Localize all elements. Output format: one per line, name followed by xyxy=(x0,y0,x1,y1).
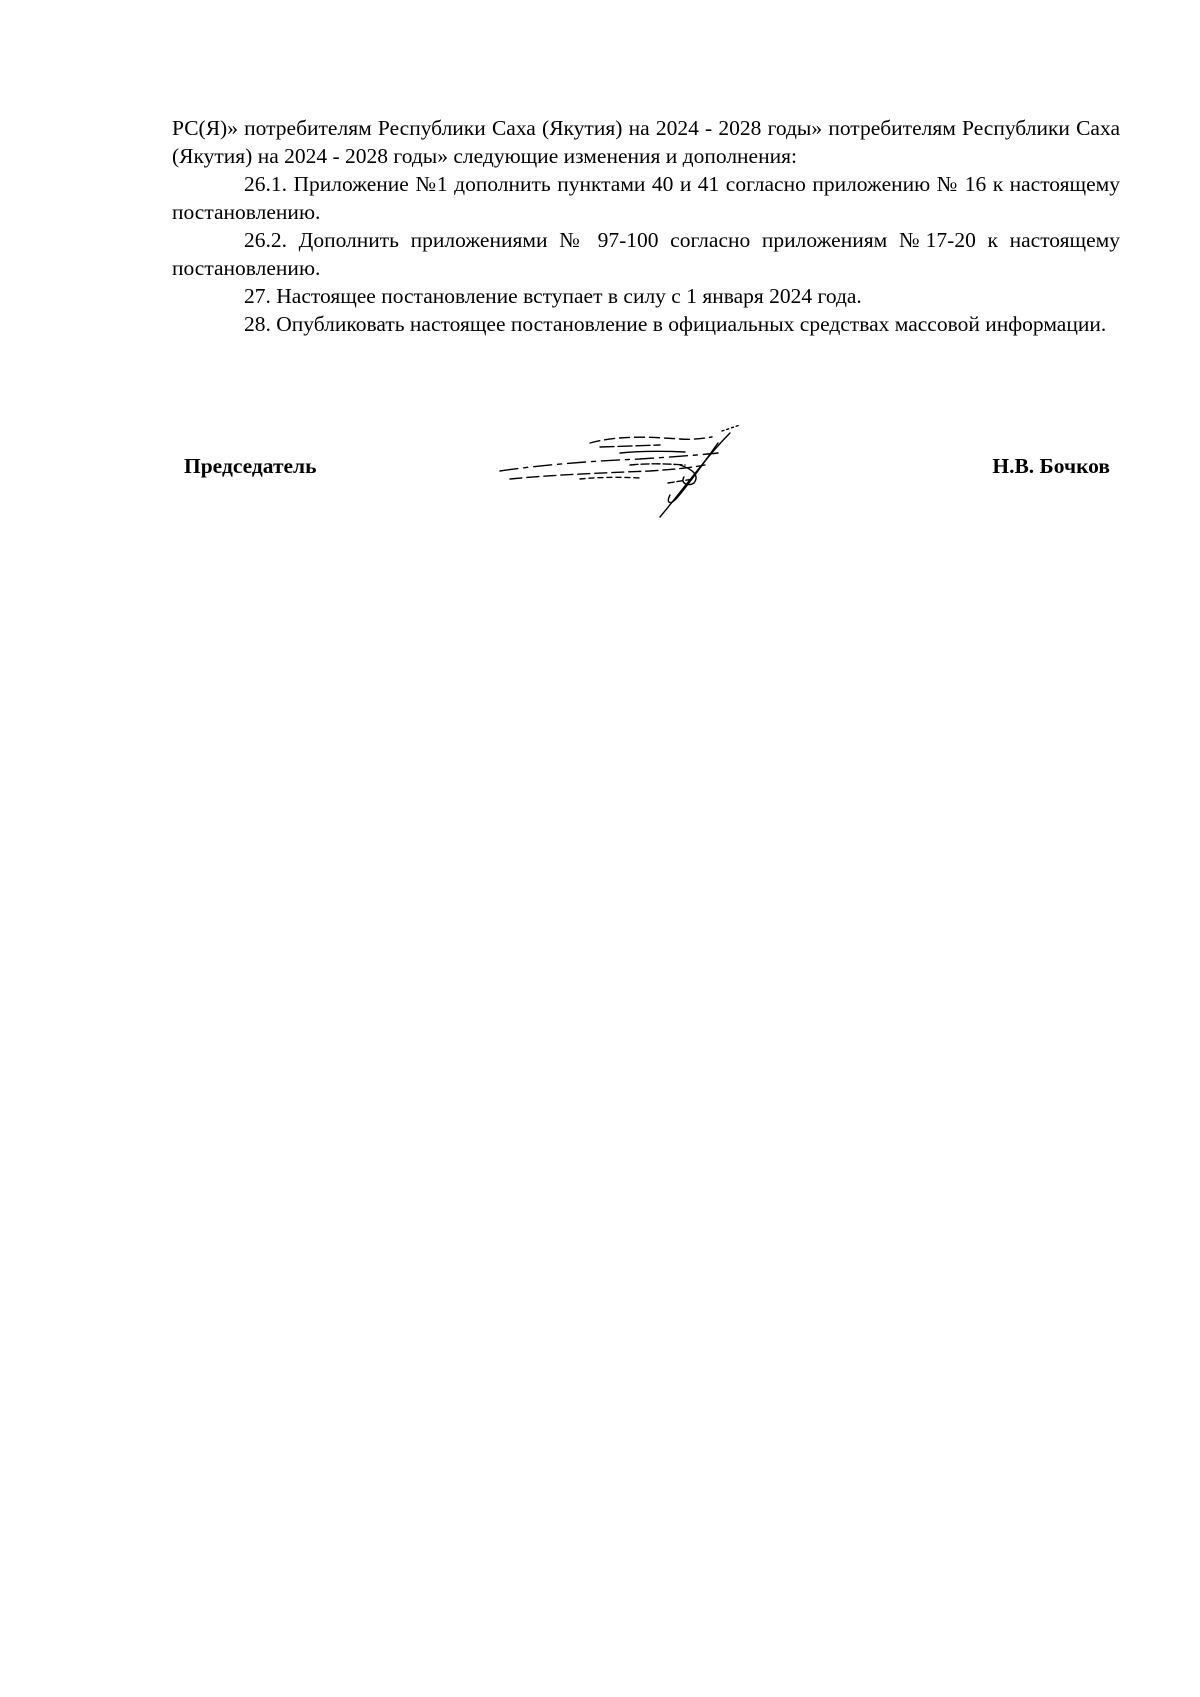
signatory-name: Н.В. Бочков xyxy=(992,454,1110,478)
paragraph-26-1: 26.1. Приложение №1 дополнить пунктами 40 и 41 согласно приложению № 16 к настоящему постановлению. xyxy=(172,172,1120,224)
paragraph-28: 28. Опубликовать настоящее постановление в официальных средствах массовой информации. xyxy=(244,312,1107,336)
paragraph-intro: РС(Я)» потребителям Республики Саха (Якутия) на 2024 - 2028 годы» потребителям Республики Саха (Якутия) на 2024 - 2028 годы» следующие изменения и дополнения: xyxy=(172,116,1120,168)
paragraph-26-2: 26.2. Дополнить приложениями № 97-100 согласно приложениям №17-20 к настоящему постановлению. xyxy=(172,228,1120,280)
paragraph-27: 27. Настоящее постановление вступает в силу с 1 января 2024 года. xyxy=(244,284,862,308)
document-body xyxy=(172,114,1120,338)
signatory-title: Председатель xyxy=(184,454,317,478)
handwritten-signature-icon xyxy=(480,425,800,525)
